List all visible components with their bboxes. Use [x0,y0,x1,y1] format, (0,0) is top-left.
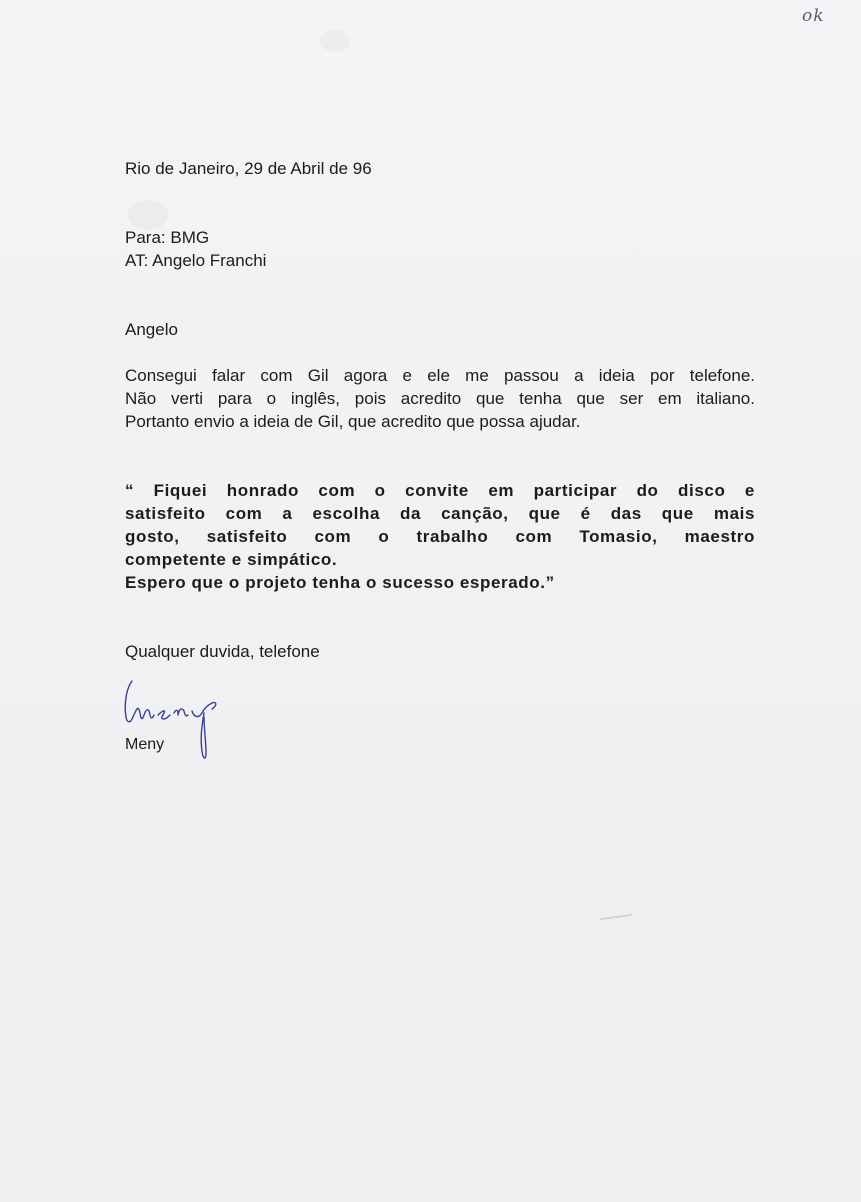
quote-line: “ Fiquei honrado com o convite em participar do disco e [125,481,755,500]
quote-line: Espero que o projeto tenha o sucesso esperado.” [125,573,555,592]
paper-mark [600,914,632,920]
attention-line: AT: Angelo Franchi [125,251,267,270]
quote-line: gosto, satisfeito com o trabalho com Tomasio, maestro [125,527,755,546]
body-paragraph-line: Consegui falar com Gil agora e ele me passou a ideia por telefone. [125,366,755,385]
quote-line: competente e simpático. [125,550,338,569]
date-line: Rio de Janeiro, 29 de Abril de 96 [125,159,372,178]
recipient-line: Para: BMG [125,228,210,247]
corner-pencil-note: ok [802,6,825,26]
greeting: Angelo [125,320,178,339]
quote-line: satisfeito com a escolha da canção, que é das que mais [125,504,755,523]
closing-line: Qualquer duvida, telefone [125,642,320,661]
paper-smudge [320,30,350,52]
signer-name: Meny [125,736,165,753]
body-paragraph-line: Não verti para o inglês, pois acredito que tenha que ser em italiano. [125,389,755,408]
body-paragraph-line: Portanto envio a ideia de Gil, que acredito que possa ajudar. [125,412,581,431]
